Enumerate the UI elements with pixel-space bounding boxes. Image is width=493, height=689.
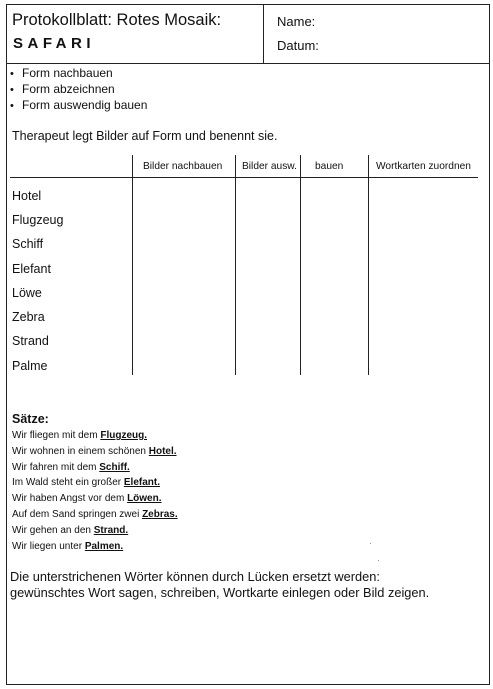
instruction-item: • Form auswendig bauen xyxy=(10,98,147,114)
table-row-label: Hotel xyxy=(12,189,42,203)
footer-line: Die unterstrichenen Wörter können durch Lücken ersetzt werden: xyxy=(10,569,380,584)
sentence-item xyxy=(12,460,178,476)
column-divider xyxy=(300,155,301,375)
sentence-text: Wir haben Angst vor dem xyxy=(12,493,128,505)
column-header-wortkarten: Wortkarten zuordnen xyxy=(376,161,471,172)
sentence-keyword: Strand. xyxy=(93,524,129,536)
sentence-item xyxy=(12,475,178,491)
sentence-text: Wir liegen unter xyxy=(12,540,85,552)
worksheet-subtitle: SAFARI xyxy=(13,35,96,52)
sentence-text: Wir wohnen in einem schönen xyxy=(12,445,149,457)
intro-text: Therapeut legt Bilder auf Form und benennt sie. xyxy=(12,129,278,143)
column-divider xyxy=(235,155,236,375)
sentence-item xyxy=(12,507,178,523)
column-header-bilder-nachbauen: Bilder nachbauen xyxy=(143,161,223,172)
header xyxy=(7,5,489,64)
header-divider xyxy=(263,5,264,63)
table-row-label: Elefant xyxy=(12,262,51,276)
column-divider xyxy=(132,155,133,375)
protocol-table xyxy=(10,155,478,375)
instruction-item: • Form nachbauen xyxy=(10,66,147,82)
sentence-keyword: Hotel. xyxy=(148,445,177,457)
sentence-keyword: Zebras. xyxy=(142,508,178,520)
sentence-item xyxy=(12,444,178,460)
sentence-text: Wir fahren mit dem xyxy=(12,461,100,473)
table-row-label: Löwe xyxy=(12,286,42,300)
table-row-label: Schiff xyxy=(12,237,44,251)
footer-line: gewünschtes Wort sagen, schreiben, Wortkarte einlegen oder Bild zeigen. xyxy=(10,584,430,600)
worksheet-title: Protokollblatt: Rotes Mosaik: xyxy=(12,11,222,29)
name-label: Name: xyxy=(277,14,316,29)
sentence-keyword: Palmen. xyxy=(84,540,124,552)
table-row-label: Strand xyxy=(12,334,49,348)
scan-speck xyxy=(370,543,371,544)
scan-speck xyxy=(378,560,379,561)
sentence-keyword: Löwen. xyxy=(127,493,162,505)
table-row-label: Zebra xyxy=(12,310,45,324)
sentences-title: Sätze: xyxy=(12,412,49,426)
table-row-label: Palme xyxy=(12,359,48,373)
sentence-item xyxy=(12,428,178,444)
sentence-text: Im Wald steht ein großer xyxy=(12,477,124,489)
footer-note xyxy=(10,569,480,600)
sentence-keyword: Flugzeug. xyxy=(100,430,148,441)
column-header-bauen: bauen xyxy=(315,161,344,172)
sentence-keyword: Elefant. xyxy=(123,477,161,489)
instruction-list xyxy=(10,66,147,115)
sentence-item xyxy=(12,491,178,507)
sentence-text: Wir fliegen mit dem xyxy=(12,430,101,441)
sentence-text: Auf dem Sand springen zwei xyxy=(12,508,143,520)
table-row-label: Flugzeug xyxy=(12,213,64,227)
table-header-rule xyxy=(10,177,478,178)
column-header-bilder-ausw: Bilder ausw. xyxy=(242,161,297,172)
sentence-keyword: Schiff. xyxy=(99,461,130,473)
column-divider xyxy=(368,155,369,375)
instruction-item: • Form abzeichnen xyxy=(10,82,147,98)
sentence-item xyxy=(12,523,178,539)
date-label: Datum: xyxy=(277,38,319,53)
sentence-text: Wir gehen an den xyxy=(12,524,94,536)
sentence-item xyxy=(12,539,178,555)
sentence-list xyxy=(12,428,178,554)
